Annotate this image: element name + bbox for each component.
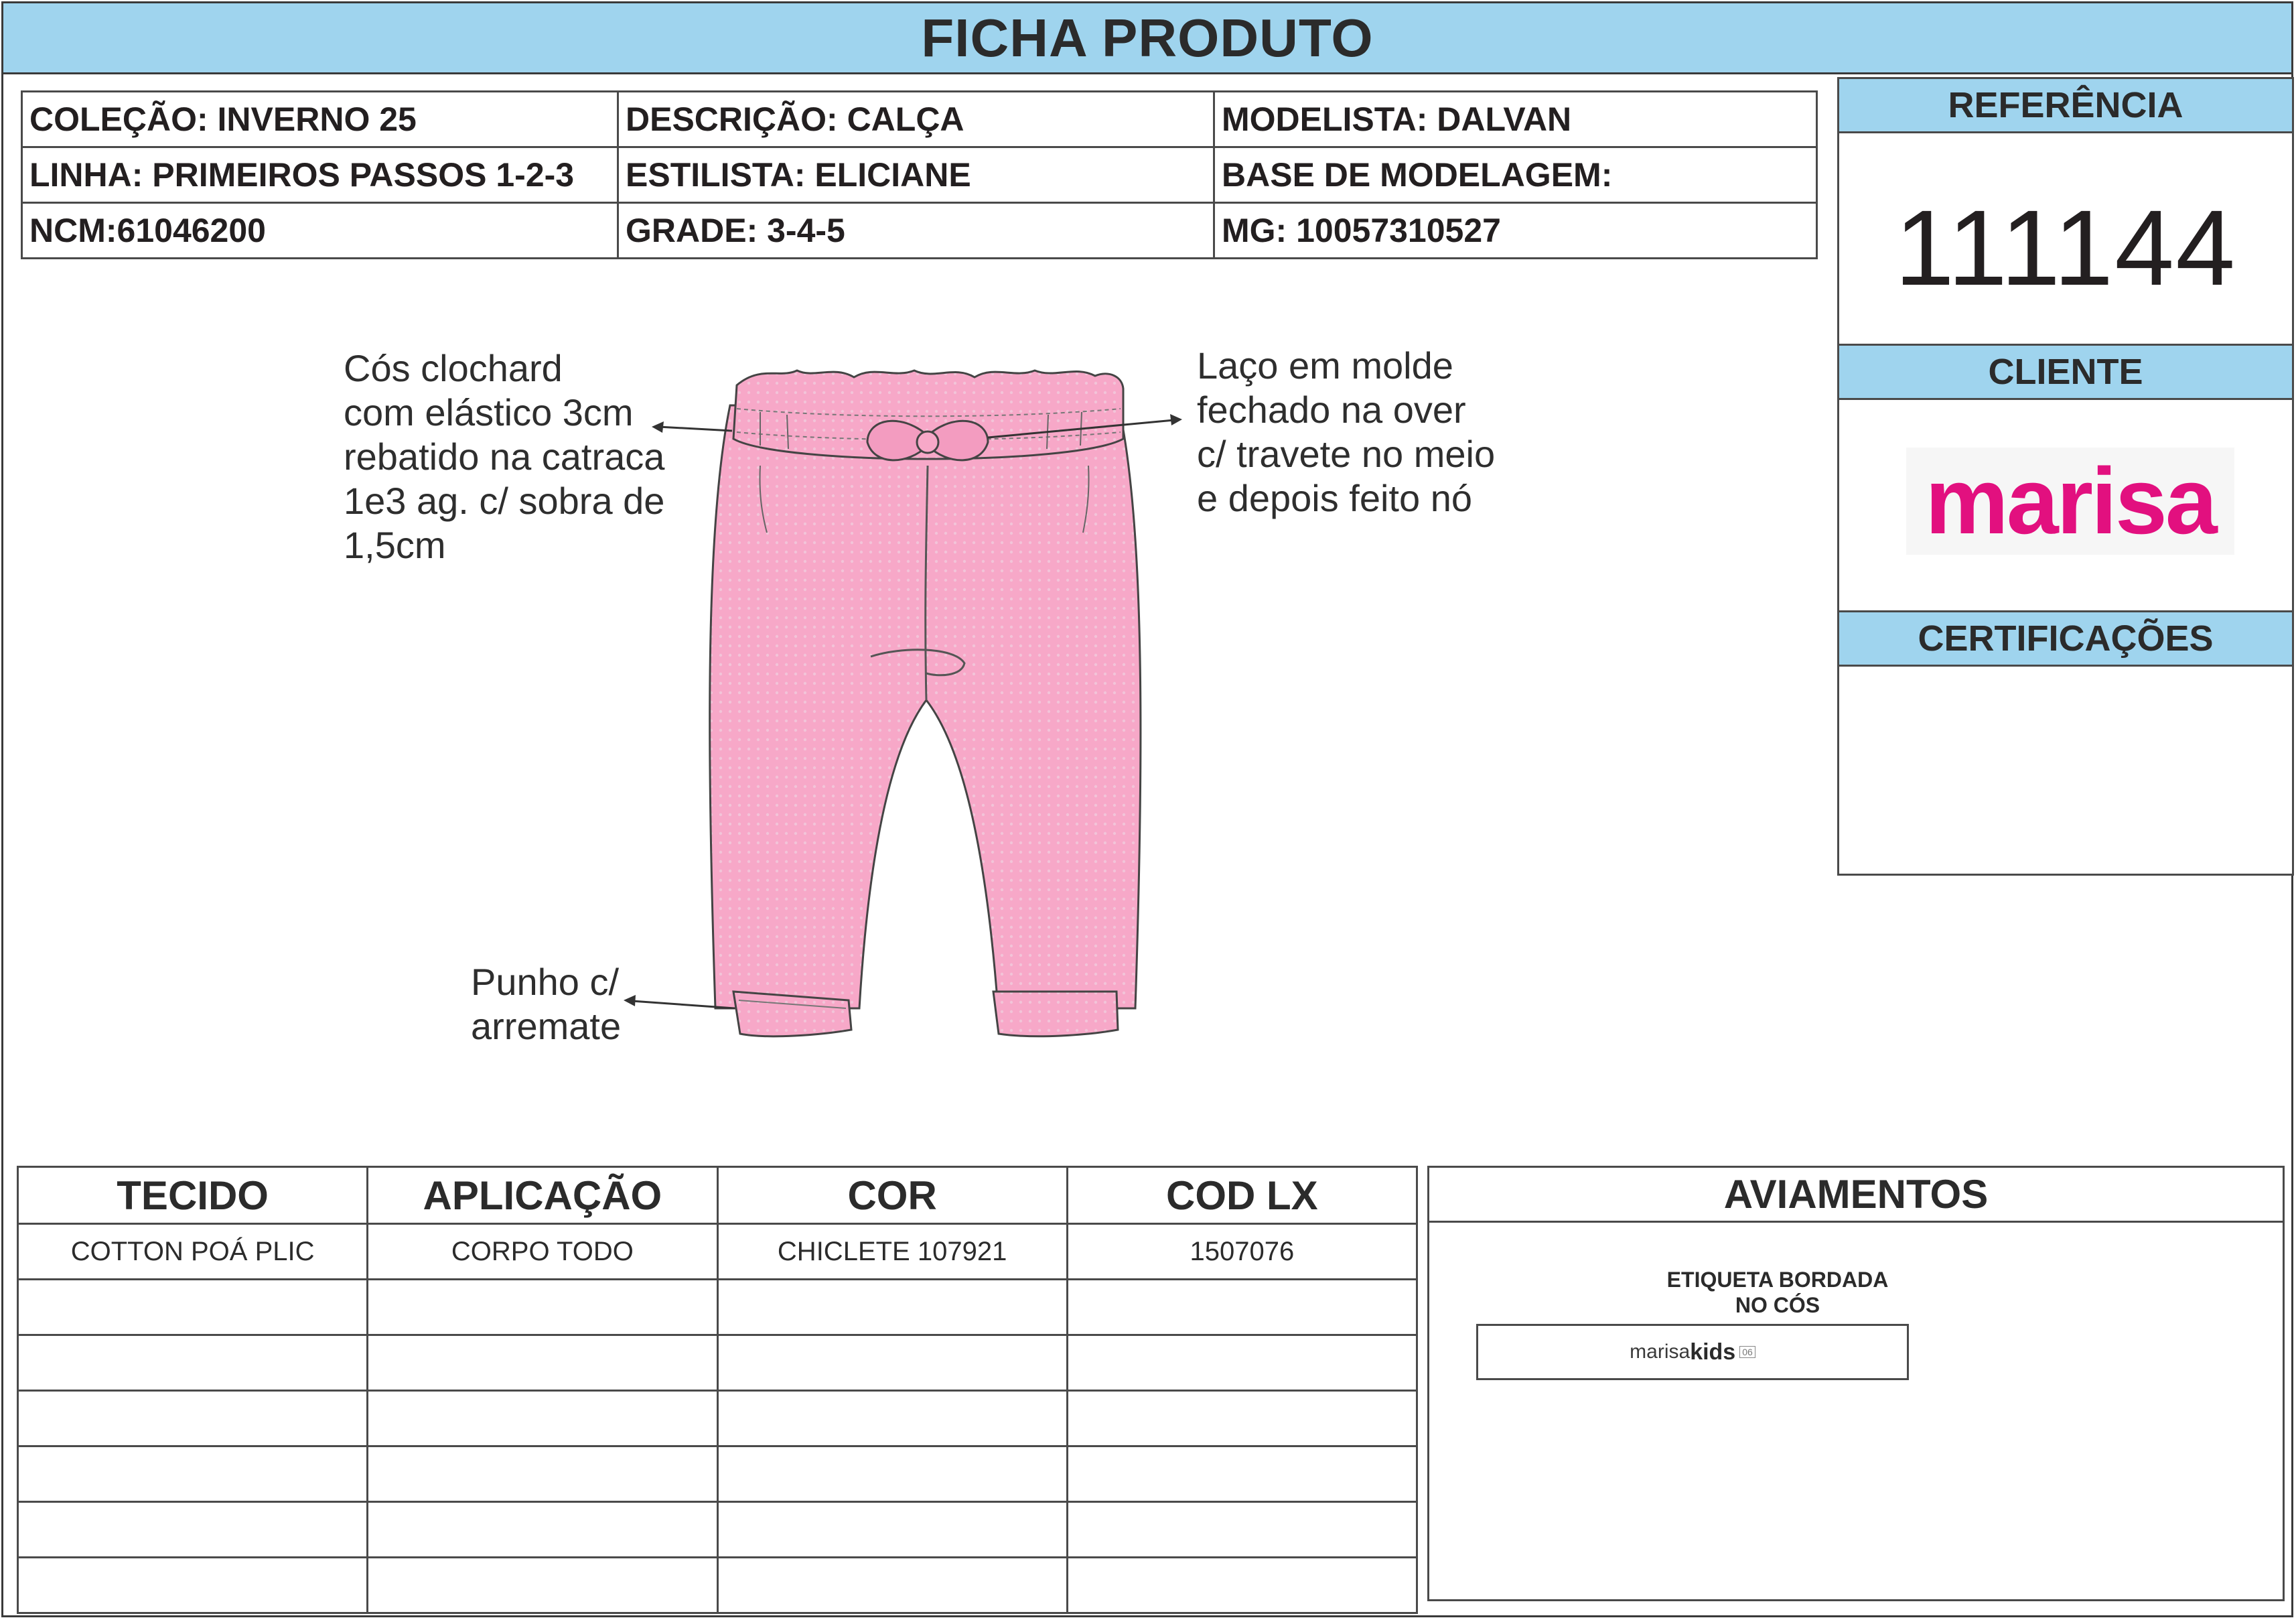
trims-header xyxy=(1429,1168,2283,1223)
code-cell xyxy=(1067,1558,1417,1613)
certifications-label: CERTIFICAÇÕES xyxy=(1918,618,2214,659)
fabric-cell xyxy=(18,1391,368,1446)
pattern-maker-field: MODELISTA: DALVAN xyxy=(1214,92,1817,147)
waistband-note: Cós clochard com elástico 3cm rebatido na catraca 1e3 ag. c/ sobra de 1,5cm xyxy=(344,347,665,566)
fabric-cell xyxy=(18,1335,368,1391)
code-cell xyxy=(1067,1391,1417,1446)
product-sheet xyxy=(1,1,2293,1617)
application-cell xyxy=(368,1502,717,1558)
table-row xyxy=(18,1280,1417,1335)
table-row xyxy=(18,1391,1417,1446)
client-label: CLIENTE xyxy=(1988,352,2143,392)
col-header-application: APLICAÇÃO xyxy=(368,1167,717,1224)
fabric-table xyxy=(17,1166,1418,1614)
code-cell xyxy=(1067,1502,1417,1558)
code-cell xyxy=(1067,1335,1417,1391)
application-cell xyxy=(368,1335,717,1391)
cuff-note: Punho c/ arremate xyxy=(471,961,622,1047)
color-cell xyxy=(717,1280,1067,1335)
pants-body xyxy=(710,405,1141,1008)
table-row xyxy=(18,1224,1417,1280)
application-cell xyxy=(368,1446,717,1502)
label-size-tag: 06 xyxy=(1739,1346,1755,1358)
collection-field: COLEÇÃO: INVERNO 25 xyxy=(22,92,618,147)
color-cell: CHICLETE 107921 xyxy=(717,1224,1067,1280)
pattern-base-field: BASE DE MODELAGEM: xyxy=(1214,147,1817,203)
embroidered-label xyxy=(1476,1324,1909,1380)
application-cell: CORPO TODO xyxy=(368,1224,717,1280)
size-grade-field: GRADE: 3-4-5 xyxy=(618,203,1214,259)
mg-field: MG: 10057310527 xyxy=(1214,203,1817,259)
col-header-code: COD LX xyxy=(1067,1167,1417,1224)
page-title: FICHA PRODUTO xyxy=(921,7,1374,68)
col-header-color: COR xyxy=(717,1167,1067,1224)
client-logo-text: marisa xyxy=(1925,448,2216,553)
color-cell xyxy=(717,1558,1067,1613)
fabric-cell xyxy=(18,1502,368,1558)
trim-caption: ETIQUETA BORDADA NO CÓS xyxy=(1666,1268,1889,1317)
application-cell xyxy=(368,1391,717,1446)
fabric-header-row xyxy=(18,1167,1417,1224)
table-row xyxy=(18,1502,1417,1558)
color-cell xyxy=(717,1391,1067,1446)
application-cell xyxy=(368,1558,717,1613)
trims-title: AVIAMENTOS xyxy=(1723,1172,1989,1217)
description-field: DESCRIÇÃO: CALÇA xyxy=(618,92,1214,147)
label-brand: marisa xyxy=(1630,1341,1691,1363)
code-cell xyxy=(1067,1280,1417,1335)
stylist-field: ESTILISTA: ELICIANE xyxy=(618,147,1214,203)
fabric-cell xyxy=(18,1280,368,1335)
reference-number: 111144 xyxy=(1894,188,2237,308)
table-row xyxy=(18,1558,1417,1613)
right-cuff xyxy=(993,992,1118,1036)
application-cell xyxy=(368,1280,717,1335)
code-cell xyxy=(1067,1446,1417,1502)
label-line: kids xyxy=(1690,1339,1736,1365)
table-row xyxy=(18,1446,1417,1502)
col-header-fabric: TECIDO xyxy=(18,1167,368,1224)
color-cell xyxy=(717,1502,1067,1558)
code-cell: 1507076 xyxy=(1067,1224,1417,1280)
line-field: LINHA: PRIMEIROS PASSOS 1-2-3 xyxy=(22,147,618,203)
left-cuff xyxy=(733,992,851,1036)
table-row xyxy=(18,1335,1417,1391)
fabric-cell xyxy=(18,1446,368,1502)
color-cell xyxy=(717,1335,1067,1391)
trims-box xyxy=(1427,1166,2285,1601)
ncm-field: NCM:61046200 xyxy=(22,203,618,259)
reference-label: REFERÊNCIA xyxy=(1948,85,2183,125)
fabric-cell: COTTON POÁ PLIC xyxy=(18,1224,368,1280)
fabric-cell xyxy=(18,1558,368,1613)
color-cell xyxy=(717,1446,1067,1502)
bow-note: Laço em molde fechado na over c/ travete no meio e depois feito nó xyxy=(1197,344,1496,519)
